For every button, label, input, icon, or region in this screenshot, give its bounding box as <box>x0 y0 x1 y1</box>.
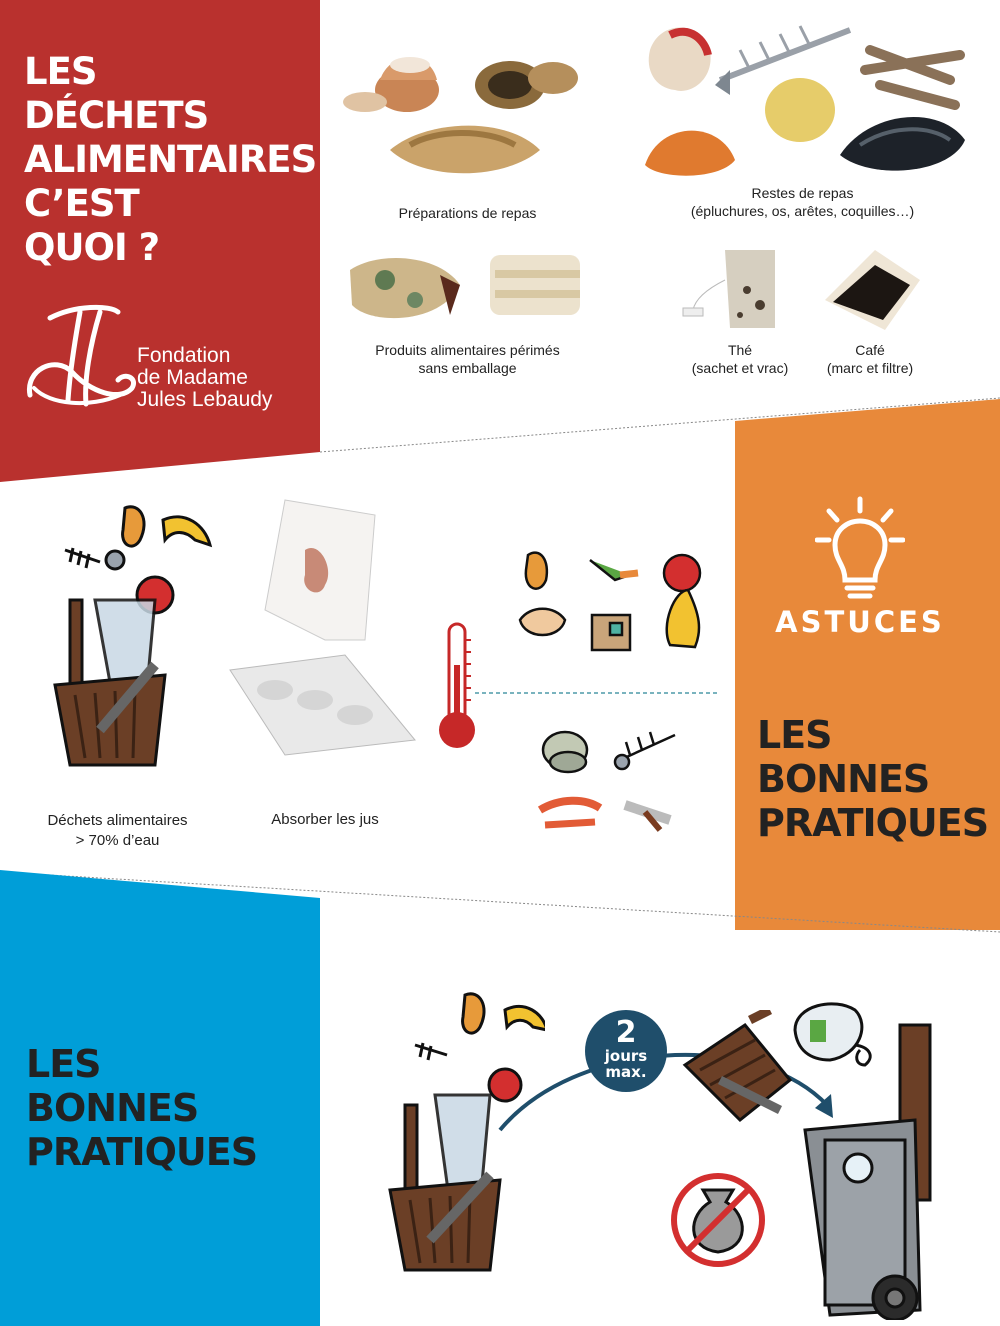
title-line: LES <box>24 50 97 93</box>
compostable-items-icon <box>510 535 715 665</box>
caption-line: Restes de repas <box>751 185 854 201</box>
item-caption-leftovers <box>665 184 940 220</box>
item-caption-meal-prep <box>360 204 575 222</box>
caption-line: Déchets alimentaires <box>47 812 188 829</box>
meal-leftovers-photo <box>630 10 975 190</box>
item-caption-expired-food <box>350 341 585 377</box>
tea-bag-photo <box>675 240 785 335</box>
expired-food-photo <box>340 245 600 335</box>
caption-line: Absorber les jus <box>271 811 379 828</box>
title-line: QUOI ? <box>24 226 160 269</box>
caption-line: (marc et filtre) <box>826 360 914 376</box>
lightbulb-icon <box>815 495 905 605</box>
section-title <box>24 50 316 270</box>
empty-basket-icon <box>670 1010 800 1130</box>
section-title <box>757 713 988 845</box>
section-practices <box>0 870 1000 1326</box>
badge-line: jours <box>604 1047 648 1065</box>
caption-line: (sachet et vrac) <box>691 360 789 376</box>
meal-prep-photo <box>335 10 595 195</box>
waste-bin-icon <box>800 1020 950 1320</box>
title-line: DÉCHETS <box>24 94 209 137</box>
caption-absorb-juices <box>245 811 405 829</box>
section-title <box>26 1042 257 1174</box>
title-line: PRATIQUES <box>757 801 989 845</box>
title-line: LES <box>757 713 832 757</box>
logo-line: de <box>137 366 167 389</box>
title-line: C’EST <box>24 182 139 225</box>
paper-towel-egg-carton-icon <box>225 490 425 760</box>
caption-line: > 70% d’eau <box>75 832 160 849</box>
item-caption-coffee <box>810 341 930 377</box>
title-line: ALIMENTAIRES <box>24 138 317 181</box>
caption-line: (épluchures, os, arêtes, coquilles…) <box>690 203 915 219</box>
dashed-separator <box>475 690 720 696</box>
badge-number: 2 <box>615 1015 637 1050</box>
title-line: BONNES <box>757 757 930 801</box>
coffee-filter-photo <box>815 240 925 335</box>
thermometer-icon <box>435 620 480 755</box>
shells-bones-icon <box>530 720 690 840</box>
no-plastic-bag-icon <box>668 1170 768 1270</box>
tips-label: ASTUCES <box>775 605 945 639</box>
logo-line: Jules Lebaudy <box>137 388 273 411</box>
caption-line: Café <box>855 342 885 358</box>
caption-food-waste-water <box>30 811 205 851</box>
max-days-badge <box>585 1010 667 1092</box>
caption-line: Préparations de repas <box>398 205 537 221</box>
title-line: BONNES <box>26 1086 199 1130</box>
caption-line: sans emballage <box>418 360 517 376</box>
badge-line: max. <box>605 1063 647 1081</box>
logo-line-bold: Madame <box>166 366 248 389</box>
logo-line: Fondation <box>137 344 231 367</box>
caption-line: Produits alimentaires périmés <box>375 342 560 358</box>
item-caption-tea <box>680 341 800 377</box>
food-waste-basket-icon <box>45 500 225 790</box>
title-line: LES <box>26 1042 101 1086</box>
title-line: PRATIQUES <box>26 1130 258 1174</box>
caption-line: Thé <box>727 342 753 358</box>
